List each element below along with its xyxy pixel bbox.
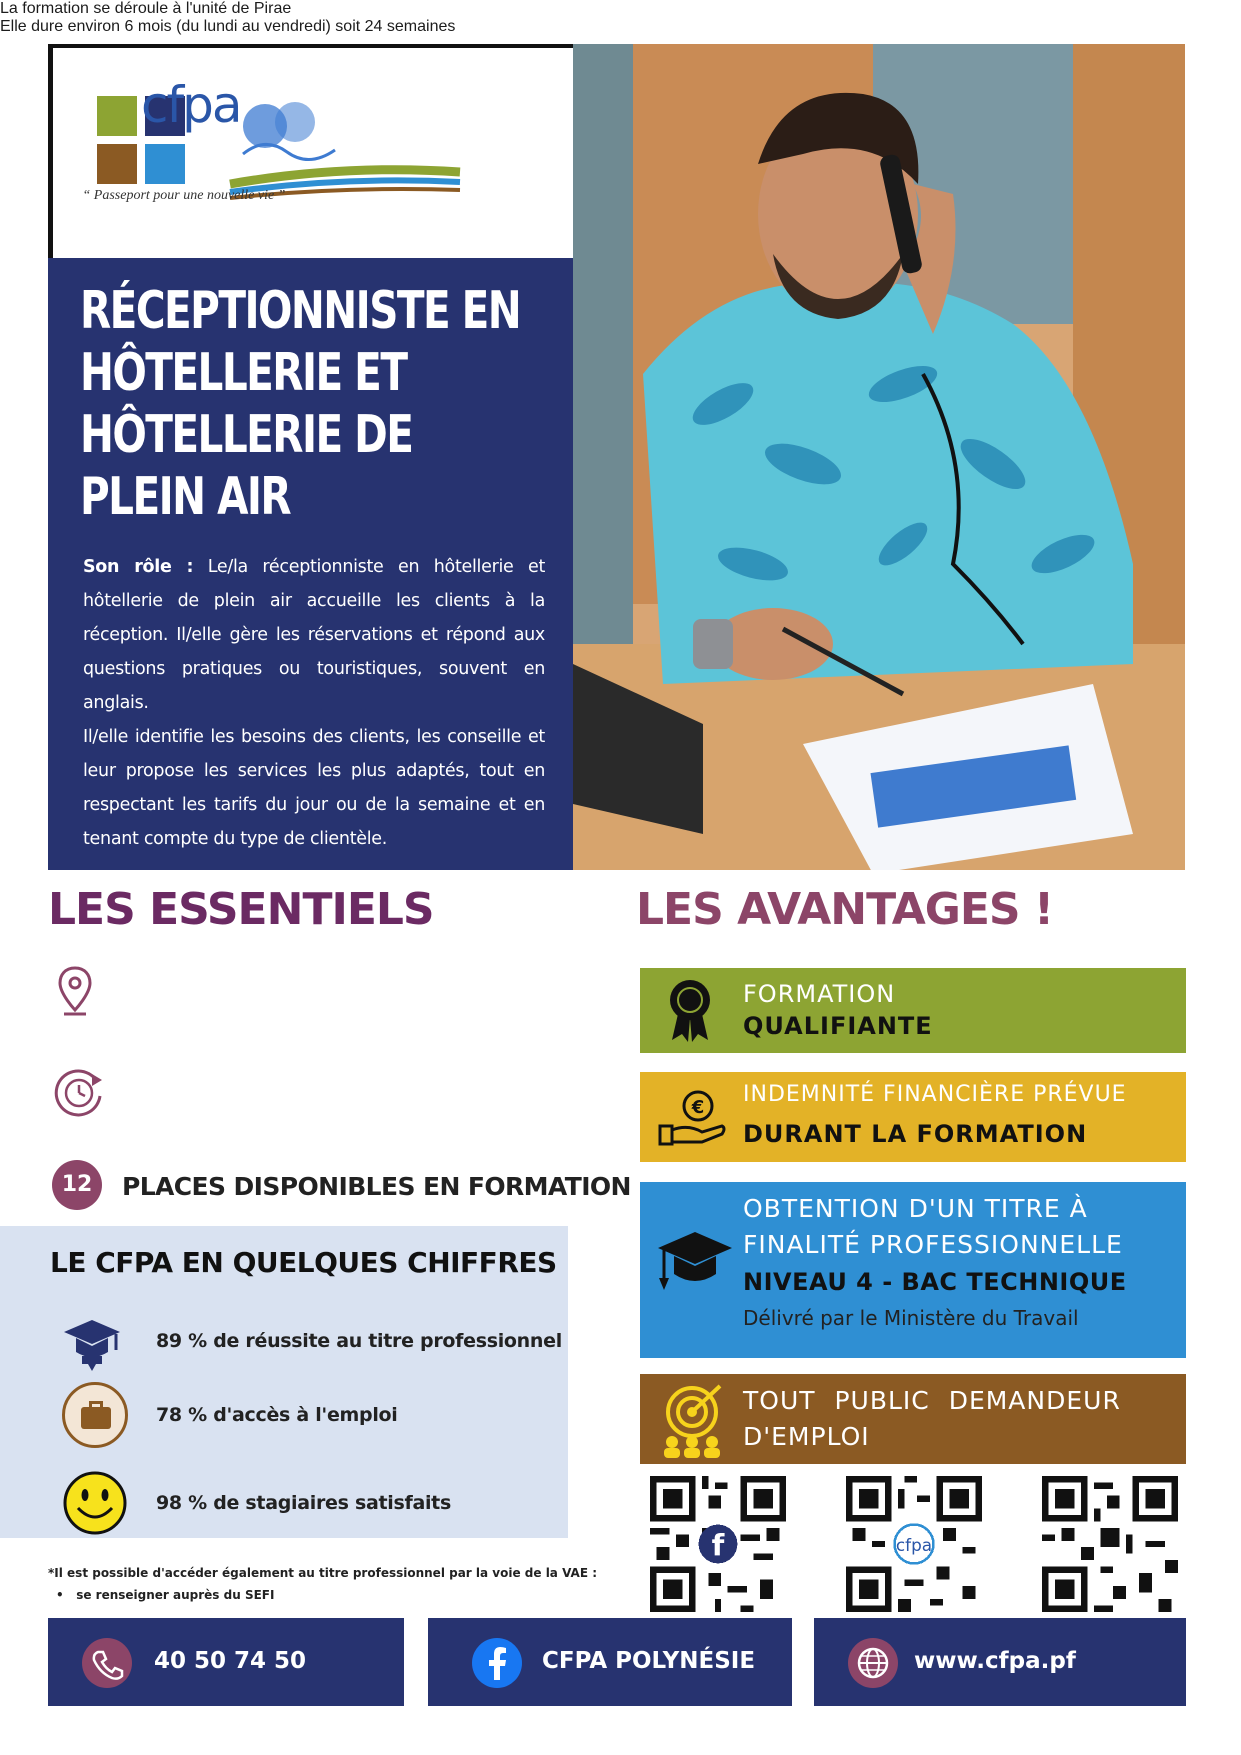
award-ribbon-icon <box>668 978 712 1044</box>
euro-hand-icon <box>658 1086 728 1146</box>
logo-square-olive <box>97 96 137 136</box>
svg-text:f: f <box>711 1528 725 1563</box>
facebook-label: CFPA POLYNÉSIE <box>542 1648 756 1674</box>
chiffres-heading: LE CFPA EN QUELQUES CHIFFRES <box>50 1246 557 1279</box>
cfpa-logo <box>225 84 465 204</box>
qr-code-website[interactable] <box>1042 1476 1178 1612</box>
facebook-icon <box>472 1638 522 1688</box>
footnote-bullet-text: se renseigner auprès du SEFI <box>76 1588 275 1602</box>
footer-website[interactable] <box>814 1618 1186 1706</box>
briefcase-icon <box>62 1382 128 1448</box>
logo-square-brown <box>97 144 137 184</box>
mortarboard-icon <box>656 1228 734 1294</box>
essentiel-location: La formation se déroule à l'unité de Pirae <box>0 0 292 17</box>
page-title: RÉCEPTIONNISTE EN HÔTELLERIE ET HÔTELLERIE DE PLEIN AIR <box>80 281 521 527</box>
avantage-titre <box>640 1182 1186 1358</box>
chiffres-panel <box>0 1226 568 1538</box>
role-description <box>83 550 545 856</box>
avantages-heading: LES AVANTAGES ! <box>636 884 1054 935</box>
logo-square-blue <box>145 144 185 184</box>
essentiels-heading: LES ESSENTIELS <box>48 884 434 935</box>
svg-text:cfpa: cfpa <box>895 1535 933 1556</box>
essentiel-duration: Elle dure environ 6 mois (du lundi au vendredi) soit 24 semaines <box>0 18 456 35</box>
footnote <box>48 1562 597 1606</box>
smiley-icon <box>62 1470 128 1536</box>
avantage-qualifiante <box>640 968 1186 1053</box>
places-count-badge: 12 <box>52 1160 102 1210</box>
avantage-4-line1: TOUT PUBLIC DEMANDEUR <box>743 1386 1121 1415</box>
avantage-3-line4: Délivré par le Ministère du Travail <box>743 1306 1079 1330</box>
clock-icon <box>52 1066 106 1120</box>
logo-header <box>48 44 573 258</box>
avantage-1-line1: FORMATION <box>743 980 896 1008</box>
stat-emploi: 78 % d'accès à l'emploi <box>156 1404 398 1426</box>
footer-facebook[interactable] <box>428 1618 792 1706</box>
avantage-1-line2: QUALIFIANTE <box>743 1012 933 1040</box>
avantage-3-line2: FINALITÉ PROFESSIONNELLE <box>743 1230 1123 1259</box>
stat-satisfaits: 98 % de stagiaires satisfaits <box>156 1492 451 1514</box>
brand-tagline: “ Passeport pour une nouvelle vie ” <box>82 188 286 203</box>
avantage-indemnite <box>640 1072 1186 1162</box>
footer-phone[interactable] <box>48 1618 404 1706</box>
role-paragraph-1: Le/la réceptionniste en hôtellerie et hôtellerie de plein air accueille les clients à la réception. Il/elle gère les réservations et répond aux questions pratiques ou touristiques, souvent en anglais. <box>83 557 546 713</box>
avantage-4-line2: D'EMPLOI <box>743 1422 870 1451</box>
title-panel <box>48 258 573 870</box>
svg-text:€: € <box>691 1097 705 1118</box>
phone-number: 40 50 74 50 <box>154 1648 307 1674</box>
brand-name: cfpa <box>141 76 241 134</box>
role-label: Son rôle : <box>83 557 194 577</box>
avantage-2-line1: INDEMNITÉ FINANCIÈRE PRÉVUE <box>743 1082 1127 1107</box>
avantage-3-line1: OBTENTION D'UN TITRE À <box>743 1194 1088 1223</box>
qr-code-cfpa[interactable] <box>846 1476 982 1612</box>
avantage-public <box>640 1374 1186 1464</box>
avantage-3-line3: NIVEAU 4 - BAC TECHNIQUE <box>743 1268 1127 1296</box>
website-label: www.cfpa.pf <box>914 1648 1076 1674</box>
qr-code-facebook[interactable] <box>650 1476 786 1612</box>
receptionist-photo <box>573 44 1185 870</box>
location-pin-icon <box>58 966 92 1016</box>
graduation-cap-icon <box>62 1316 122 1372</box>
essentiel-places: PLACES DISPONIBLES EN FORMATION <box>122 1172 631 1201</box>
globe-icon <box>848 1638 898 1688</box>
footnote-bullet: • se renseigner auprès du SEFI <box>56 1588 275 1602</box>
avantage-2-line2: DURANT LA FORMATION <box>743 1120 1088 1148</box>
target-people-icon <box>658 1382 730 1458</box>
footnote-text: *Il est possible d'accéder également au titre professionnel par la voie de la VAE : <box>48 1566 598 1580</box>
role-paragraph-2: Il/elle identifie les besoins des clients, les conseille et leur propose les services les plus adaptés, tout en respectant les tarifs du jour ou de la semaine et en tenant compte du type de clientèle. <box>83 727 545 849</box>
stat-reussite: 89 % de réussite au titre professionnel <box>156 1330 562 1352</box>
phone-icon <box>82 1638 132 1688</box>
